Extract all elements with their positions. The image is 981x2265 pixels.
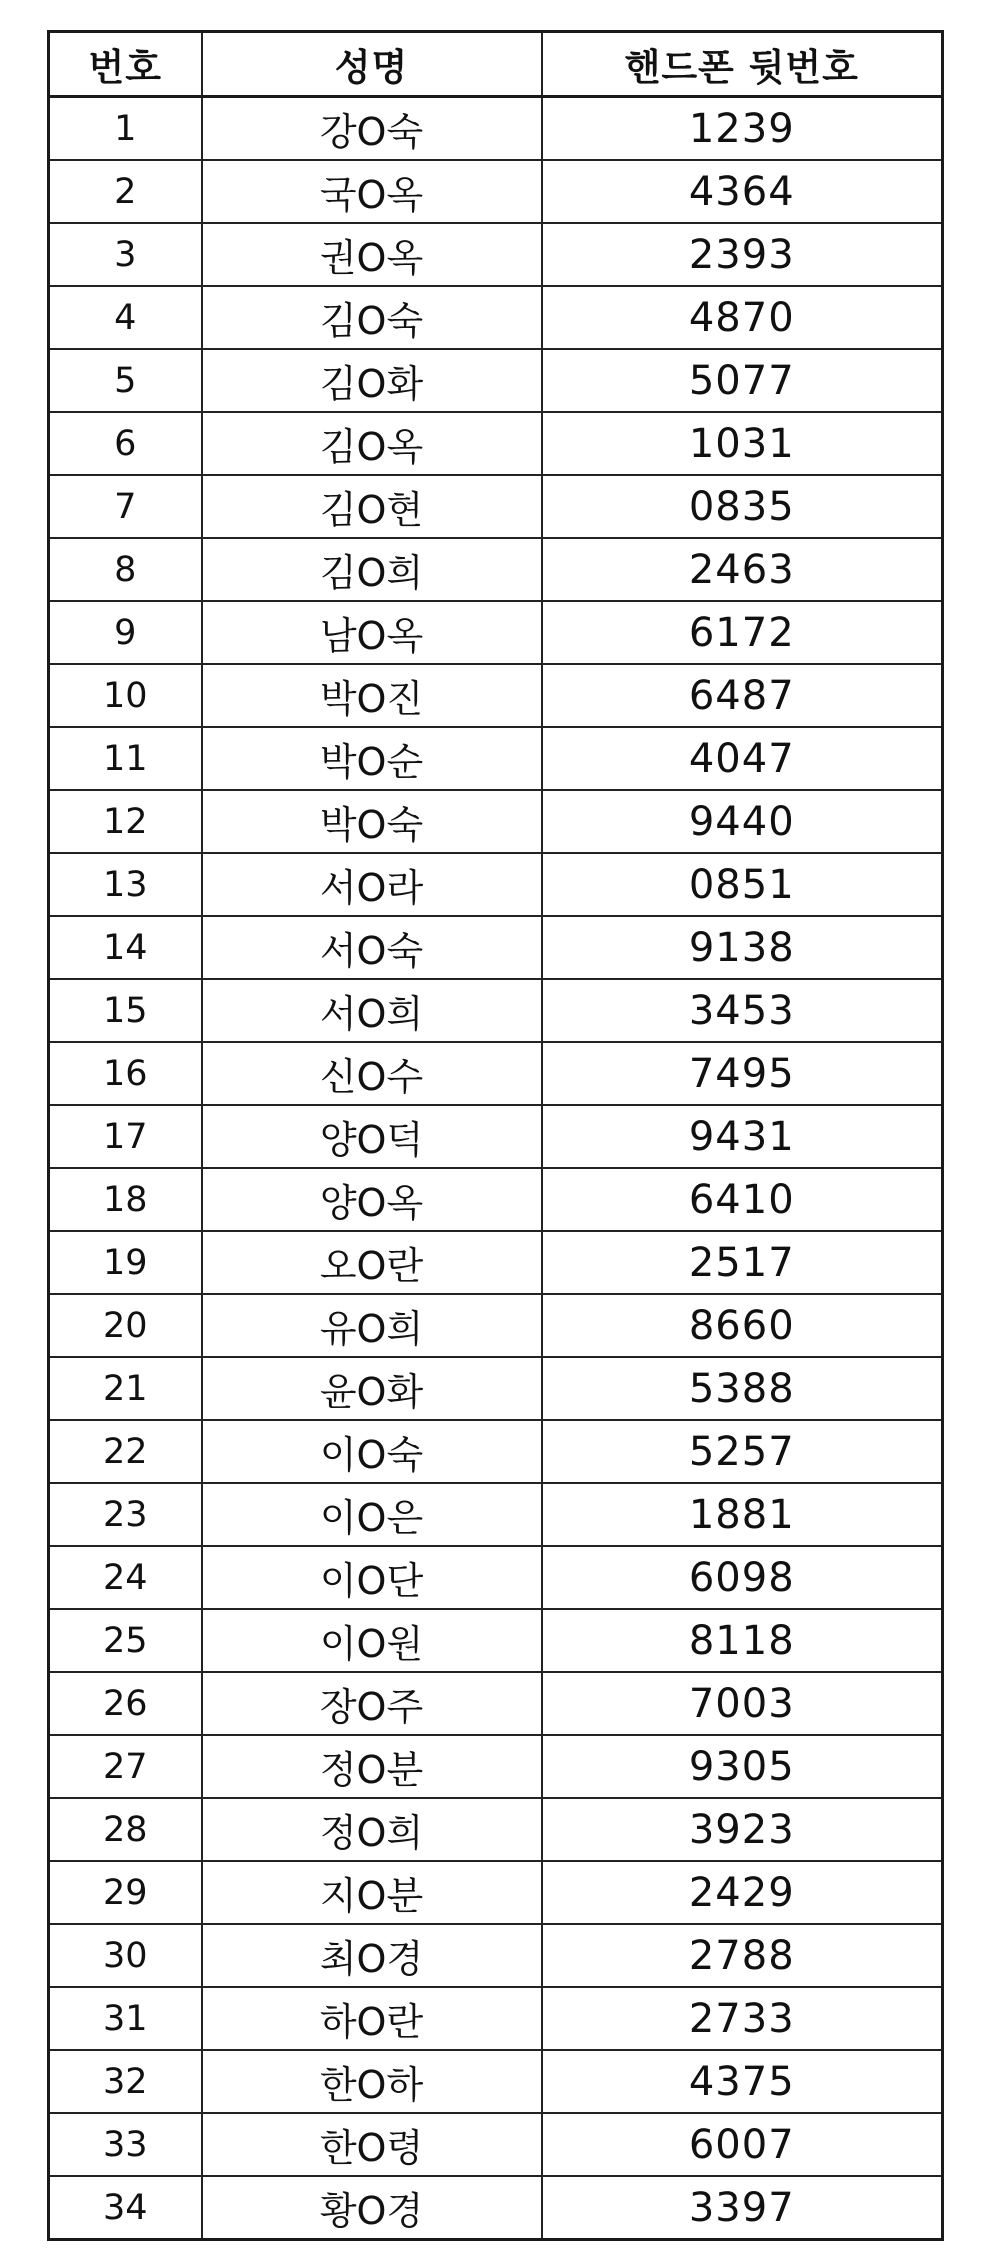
row-phone-suffix: 4364 (542, 160, 943, 223)
row-number: 21 (49, 1357, 202, 1420)
row-name: 황O경 (202, 2176, 542, 2240)
row-phone-suffix: 6007 (542, 2113, 943, 2176)
table-row (49, 2176, 943, 2240)
table-row (49, 349, 943, 412)
row-phone-suffix: 5257 (542, 1420, 943, 1483)
row-name: 김O옥 (202, 412, 542, 475)
roster-sheet (47, 30, 941, 2241)
table-row (49, 727, 943, 790)
roster-table (47, 30, 944, 2241)
table-row (49, 1231, 943, 1294)
table-row (49, 853, 943, 916)
header-number: 번호 (49, 32, 202, 97)
table-row (49, 1420, 943, 1483)
row-number: 3 (49, 223, 202, 286)
header-phone: 핸드폰 뒷번호 (542, 32, 943, 97)
row-name: 양O덕 (202, 1105, 542, 1168)
row-phone-suffix: 0835 (542, 475, 943, 538)
row-phone-suffix: 8660 (542, 1294, 943, 1357)
row-phone-suffix: 2733 (542, 1987, 943, 2050)
row-phone-suffix: 4375 (542, 2050, 943, 2113)
table-row (49, 1042, 943, 1105)
row-number: 29 (49, 1861, 202, 1924)
row-phone-suffix: 5077 (542, 349, 943, 412)
row-number: 16 (49, 1042, 202, 1105)
row-name: 서O희 (202, 979, 542, 1042)
row-number: 10 (49, 664, 202, 727)
table-row (49, 412, 943, 475)
row-name: 서O라 (202, 853, 542, 916)
row-phone-suffix: 7003 (542, 1672, 943, 1735)
table-row (49, 1861, 943, 1924)
table-row (49, 1987, 943, 2050)
header-name: 성명 (202, 32, 542, 97)
row-name: 국O옥 (202, 160, 542, 223)
table-row (49, 160, 943, 223)
row-phone-suffix: 2393 (542, 223, 943, 286)
row-phone-suffix: 1031 (542, 412, 943, 475)
row-name: 윤O화 (202, 1357, 542, 1420)
row-number: 30 (49, 1924, 202, 1987)
row-name: 신O수 (202, 1042, 542, 1105)
table-row (49, 2050, 943, 2113)
row-number: 27 (49, 1735, 202, 1798)
table-row (49, 1168, 943, 1231)
row-name: 한O하 (202, 2050, 542, 2113)
row-number: 12 (49, 790, 202, 853)
row-name: 권O옥 (202, 223, 542, 286)
table-row (49, 1735, 943, 1798)
row-number: 24 (49, 1546, 202, 1609)
row-phone-suffix: 3923 (542, 1798, 943, 1861)
row-phone-suffix: 9431 (542, 1105, 943, 1168)
row-name: 박O진 (202, 664, 542, 727)
table-row (49, 286, 943, 349)
row-name: 한O령 (202, 2113, 542, 2176)
row-phone-suffix: 6172 (542, 601, 943, 664)
row-number: 14 (49, 916, 202, 979)
row-number: 2 (49, 160, 202, 223)
table-row (49, 538, 943, 601)
row-phone-suffix: 6098 (542, 1546, 943, 1609)
row-phone-suffix: 9305 (542, 1735, 943, 1798)
row-phone-suffix: 8118 (542, 1609, 943, 1672)
row-phone-suffix: 4047 (542, 727, 943, 790)
row-name: 이O원 (202, 1609, 542, 1672)
row-name: 지O분 (202, 1861, 542, 1924)
row-number: 25 (49, 1609, 202, 1672)
row-name: 김O현 (202, 475, 542, 538)
row-number: 9 (49, 601, 202, 664)
table-row (49, 790, 943, 853)
table-row (49, 601, 943, 664)
row-phone-suffix: 9138 (542, 916, 943, 979)
row-number: 22 (49, 1420, 202, 1483)
row-number: 11 (49, 727, 202, 790)
row-phone-suffix: 3397 (542, 2176, 943, 2240)
row-name: 오O란 (202, 1231, 542, 1294)
row-name: 이O은 (202, 1483, 542, 1546)
row-number: 28 (49, 1798, 202, 1861)
header-row (49, 32, 943, 97)
row-name: 김O희 (202, 538, 542, 601)
table-body (49, 97, 943, 2240)
table-row (49, 1798, 943, 1861)
row-number: 26 (49, 1672, 202, 1735)
table-row (49, 664, 943, 727)
table-row (49, 1546, 943, 1609)
row-name: 강O숙 (202, 97, 542, 161)
row-number: 33 (49, 2113, 202, 2176)
row-number: 5 (49, 349, 202, 412)
row-phone-suffix: 2463 (542, 538, 943, 601)
row-phone-suffix: 5388 (542, 1357, 943, 1420)
row-number: 4 (49, 286, 202, 349)
row-phone-suffix: 9440 (542, 790, 943, 853)
row-name: 하O란 (202, 1987, 542, 2050)
row-number: 6 (49, 412, 202, 475)
row-number: 7 (49, 475, 202, 538)
row-name: 김O숙 (202, 286, 542, 349)
row-number: 18 (49, 1168, 202, 1231)
row-phone-suffix: 3453 (542, 979, 943, 1042)
table-row (49, 1294, 943, 1357)
table-header (49, 32, 943, 97)
row-name: 정O분 (202, 1735, 542, 1798)
table-row (49, 475, 943, 538)
table-row (49, 1609, 943, 1672)
row-phone-suffix: 0851 (542, 853, 943, 916)
row-name: 정O희 (202, 1798, 542, 1861)
row-number: 8 (49, 538, 202, 601)
row-name: 양O옥 (202, 1168, 542, 1231)
table-row (49, 1924, 943, 1987)
row-name: 박O숙 (202, 790, 542, 853)
table-row (49, 916, 943, 979)
row-name: 남O옥 (202, 601, 542, 664)
row-phone-suffix: 6410 (542, 1168, 943, 1231)
row-phone-suffix: 2517 (542, 1231, 943, 1294)
row-phone-suffix: 1881 (542, 1483, 943, 1546)
table-row (49, 223, 943, 286)
row-phone-suffix: 1239 (542, 97, 943, 161)
row-name: 이O단 (202, 1546, 542, 1609)
row-name: 장O주 (202, 1672, 542, 1735)
row-name: 유O희 (202, 1294, 542, 1357)
row-number: 31 (49, 1987, 202, 2050)
row-number: 13 (49, 853, 202, 916)
row-name: 서O숙 (202, 916, 542, 979)
row-name: 최O경 (202, 1924, 542, 1987)
table-row (49, 97, 943, 161)
table-row (49, 1483, 943, 1546)
row-number: 23 (49, 1483, 202, 1546)
row-name: 김O화 (202, 349, 542, 412)
row-number: 17 (49, 1105, 202, 1168)
row-name: 이O숙 (202, 1420, 542, 1483)
row-phone-suffix: 2429 (542, 1861, 943, 1924)
row-phone-suffix: 2788 (542, 1924, 943, 1987)
table-row (49, 2113, 943, 2176)
table-row (49, 1105, 943, 1168)
table-row (49, 1357, 943, 1420)
row-phone-suffix: 7495 (542, 1042, 943, 1105)
row-phone-suffix: 6487 (542, 664, 943, 727)
row-number: 20 (49, 1294, 202, 1357)
table-row (49, 979, 943, 1042)
row-number: 15 (49, 979, 202, 1042)
row-number: 32 (49, 2050, 202, 2113)
row-number: 34 (49, 2176, 202, 2240)
row-number: 1 (49, 97, 202, 161)
row-number: 19 (49, 1231, 202, 1294)
row-phone-suffix: 4870 (542, 286, 943, 349)
table-row (49, 1672, 943, 1735)
row-name: 박O순 (202, 727, 542, 790)
